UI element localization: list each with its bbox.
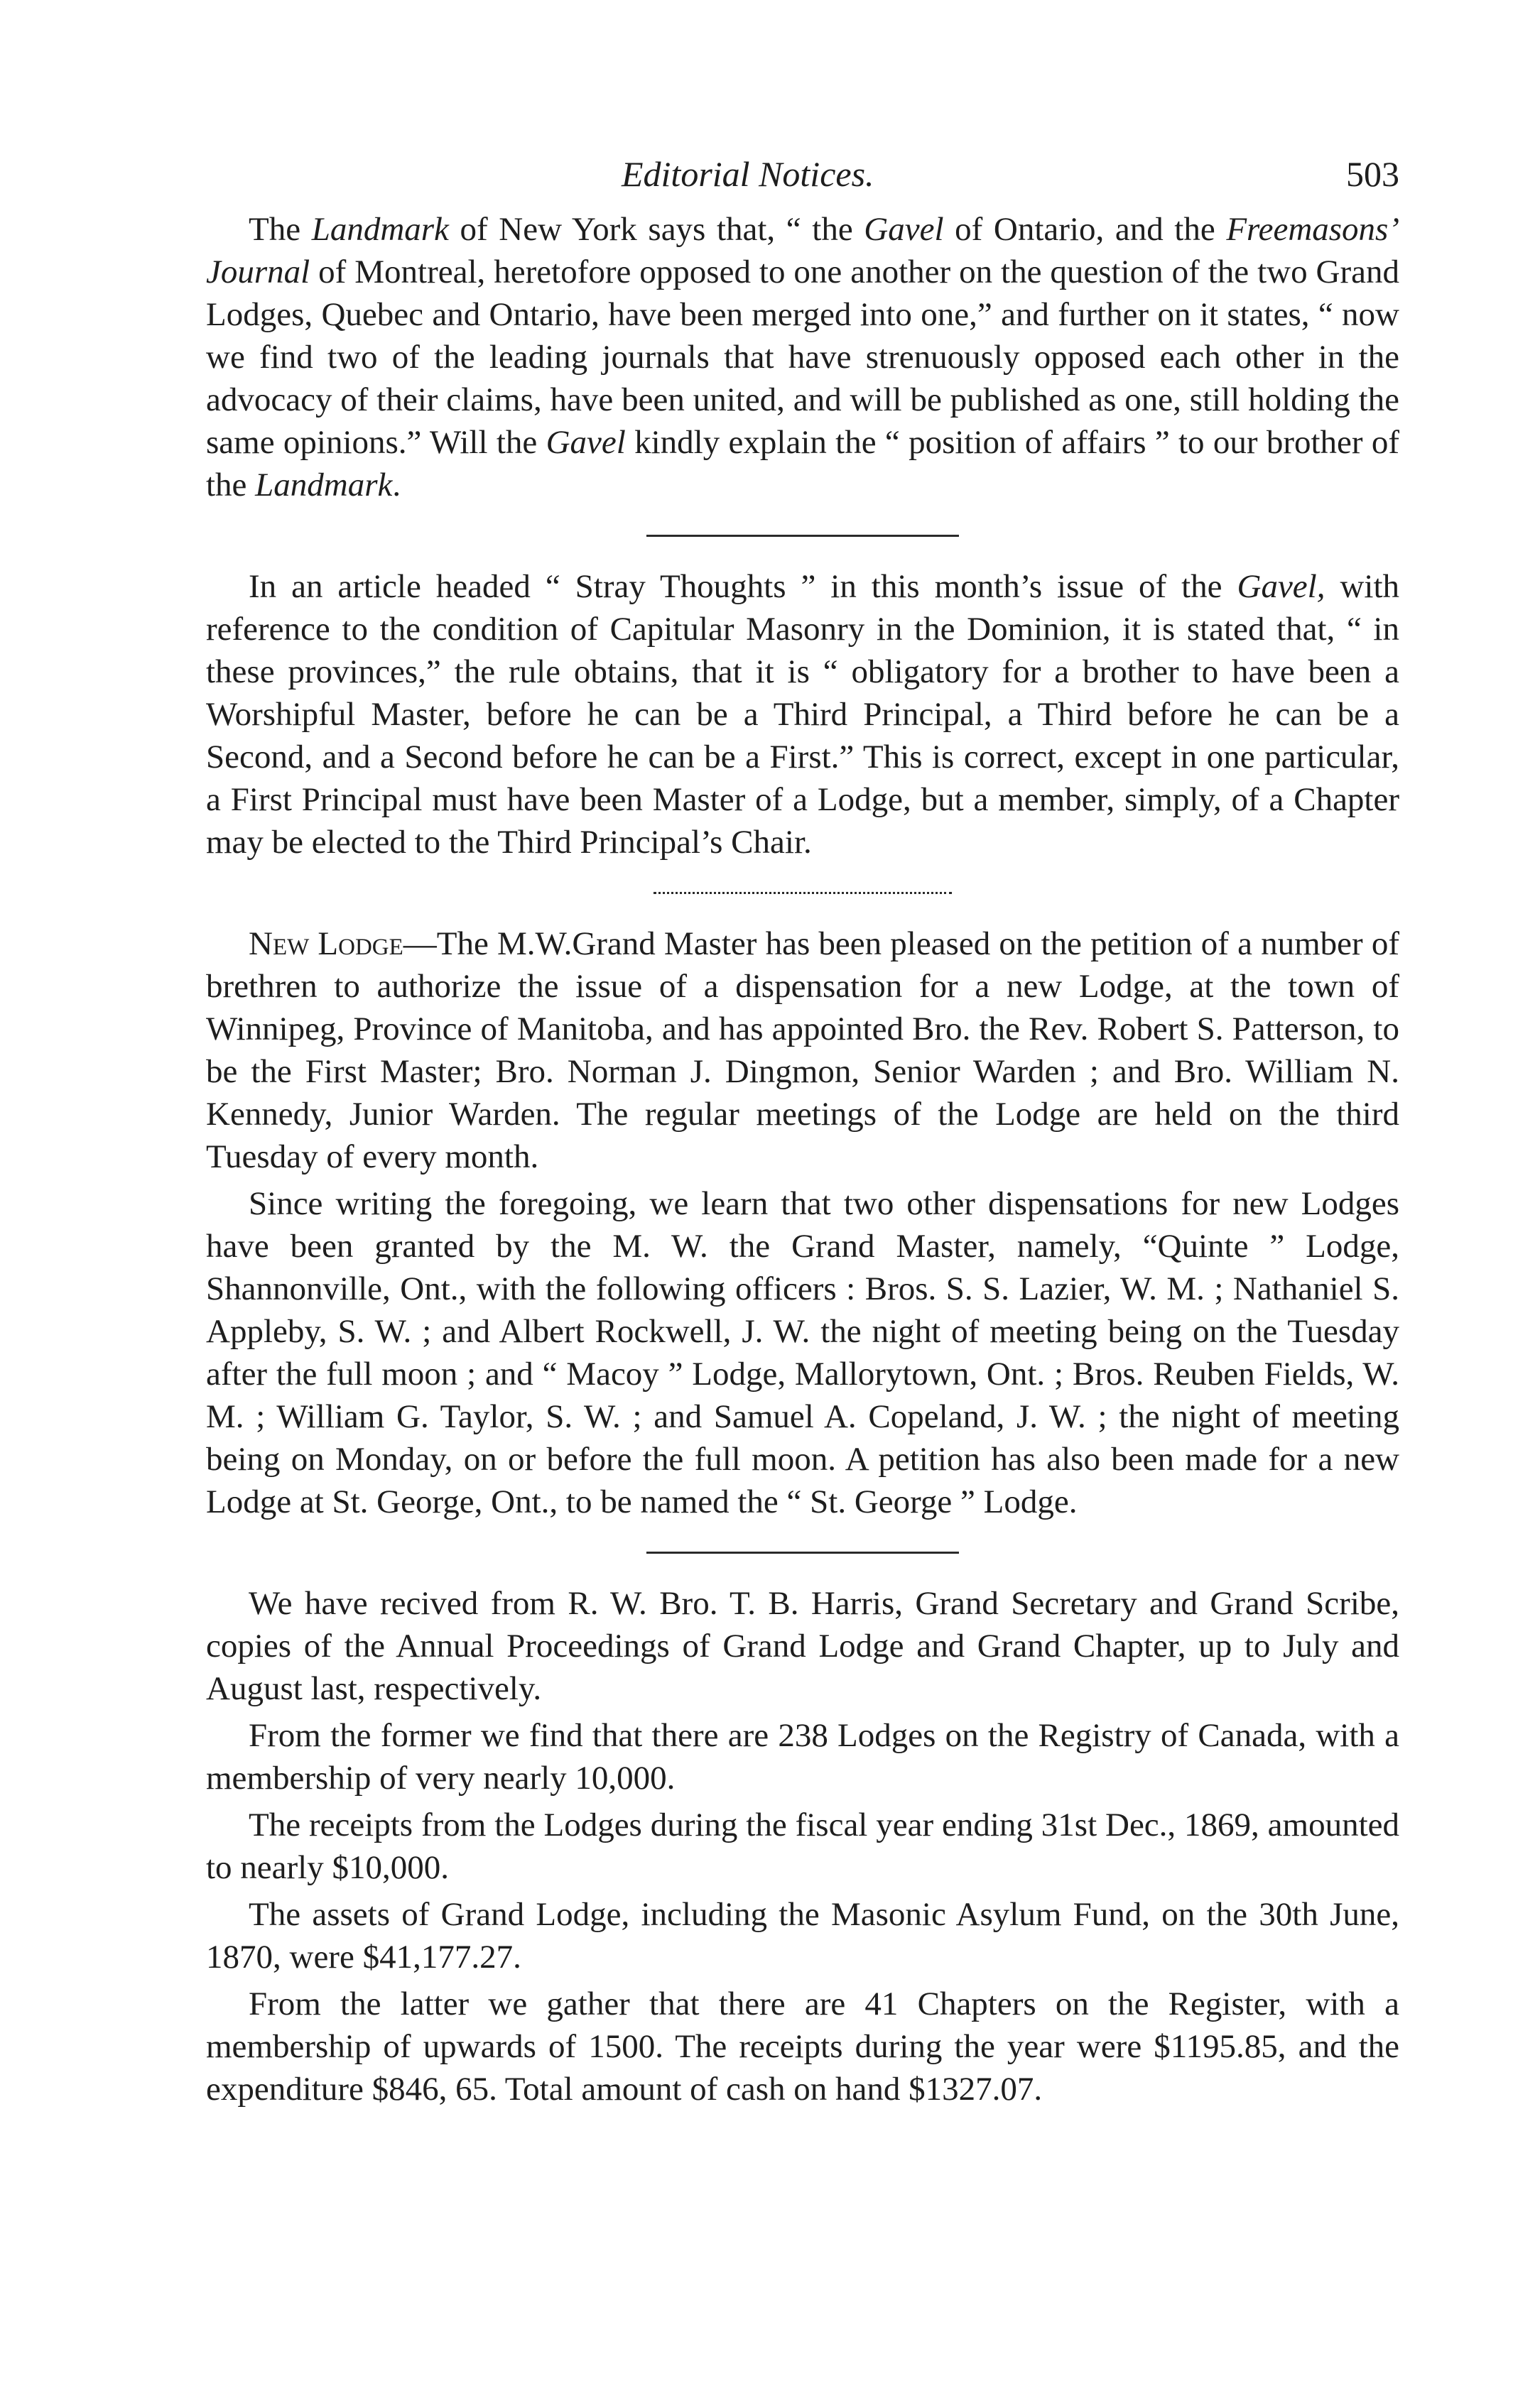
page (206, 153, 1399, 2110)
text-run: We have recived from R. W. Bro. T. B. Harris, Grand Secretary and Grand Scribe, copies of the Annual Proceedings of Grand Lodge and Grand Chapter, up to July and August last, respectively. (206, 1585, 1399, 1707)
notice-section (206, 208, 1399, 506)
text-run: with reference to the condition of Capitular Masonry in the Dominion, it is stated that, “ in these provinces,” the rule obtains, that it is “ obligatory for a brother to have been a Worshipful Master, before he can be a Third Principal, a Third before he can be a Second, and a Second before he can be a First.” This is correct, except in one particular, a First Principal must have been Master of a Lodge, but a member, simply, of a Chapter may be elected to the Third Principal’s Chair. (206, 568, 1399, 861)
paragraph (206, 1983, 1399, 2110)
text-run: of New York says that, “ the (448, 211, 864, 248)
section-divider (646, 1552, 959, 1554)
paragraph (206, 1714, 1399, 1799)
italic-text: Landmark (255, 467, 393, 503)
text-run: of Ontario, and the (943, 211, 1227, 248)
page-header (206, 153, 1399, 202)
paragraph (206, 565, 1399, 863)
italic-text: Gavel (546, 424, 626, 461)
text-run: kindly explain the “ position of affairs ” to our brother of the (206, 424, 1400, 503)
italic-text: Freemasons’ Journal (206, 211, 1399, 290)
text-run: From the latter we gather that there are 41 Chapters on the Register, with a membership of upwards of 1500. The receipts during the year were $1195.85, and the expenditure $846, 65. Total amount of cash on hand $1327.07. (206, 1985, 1399, 2108)
text-run: In an article headed “ Stray Thoughts ” in this month’s issue of the (249, 568, 1237, 605)
notice-section (206, 922, 1399, 1523)
paragraph (206, 208, 1399, 506)
section-divider (654, 892, 952, 894)
text-run: . (392, 467, 401, 503)
paragraph (206, 922, 1399, 1178)
running-title: Editorial Notices. (622, 154, 874, 194)
text-run: From the former we find that there are 238 Lodges on the Registry of Canada, with a membership of very nearly 10,000. (206, 1717, 1399, 1797)
paragraph (206, 1804, 1399, 1889)
small-caps-text: New Lodge (249, 925, 403, 962)
paragraph (206, 1182, 1399, 1523)
page-number: 503 (1346, 154, 1399, 194)
notice-section (206, 1582, 1399, 2110)
text-run: Since writing the foregoing, we learn that two other dispensations for new Lodges have been granted by the M. W. the Grand Master, namely, “Quinte ” Lodge, Shannonville, Ont., with the following officers : Bros. S. S. Lazier, W. M. ; Nathaniel S. Appleby, S. W. ; and Albert Rockwell, J. W. the night of meeting being on the Tuesday after the full moon ; and “ Macoy ” Lodge, Mallorytown, Ont. ; Bros. Reuben Fields, W. M. ; William G. Taylor, S. W. ; and Samuel A. Copeland, J. W. ; the night of meeting being on Monday, on or before the full moon. A petition has also been made for a new Lodge at St. George, Ont., to be named the “ St. George ” Lodge. (206, 1185, 1399, 1520)
text-run: The receipts from the Lodges during the fiscal year ending 31st Dec., 1869, amounted to nearly $10,000. (206, 1807, 1399, 1886)
text-run: The assets of Grand Lodge, including the Masonic Asylum Fund, on the 30th June, 1870, were $41,177.27. (206, 1896, 1399, 1976)
text-run: —The M.W.Grand Master has been pleased on the petition of a number of brethren to authorize the issue of a dispensation for a new Lodge, at the town of Winnipeg, Province of Manitoba, and has appointed Bro. the Rev. Robert S. Patterson, to be the First Master; Bro. Norman J. Dingmon, Senior Warden ; and Bro. William N. Kennedy, Junior Warden. The regular meetings of the Lodge are held on the third Tuesday of every month. (206, 925, 1399, 1175)
notice-section (206, 565, 1399, 863)
italic-text: Gavel (864, 211, 944, 248)
italic-text: Gavel, (1237, 568, 1325, 605)
section-divider (646, 535, 959, 537)
text-run: of Montreal, heretofore opposed to one another on the question of the two Grand Lodges, Quebec and Ontario, have been merged into one,” and further on it states, “ now we find two of the leading journals that have strenuously opposed each other in the advocacy of their claims, have been united, and will be published as one, still holding the same opinions.” Will the (206, 254, 1399, 461)
paragraph (206, 1582, 1399, 1710)
italic-text: Landmark (311, 211, 449, 248)
paragraph (206, 1893, 1399, 1978)
text-run: The (249, 211, 312, 248)
article-body (206, 208, 1399, 2110)
